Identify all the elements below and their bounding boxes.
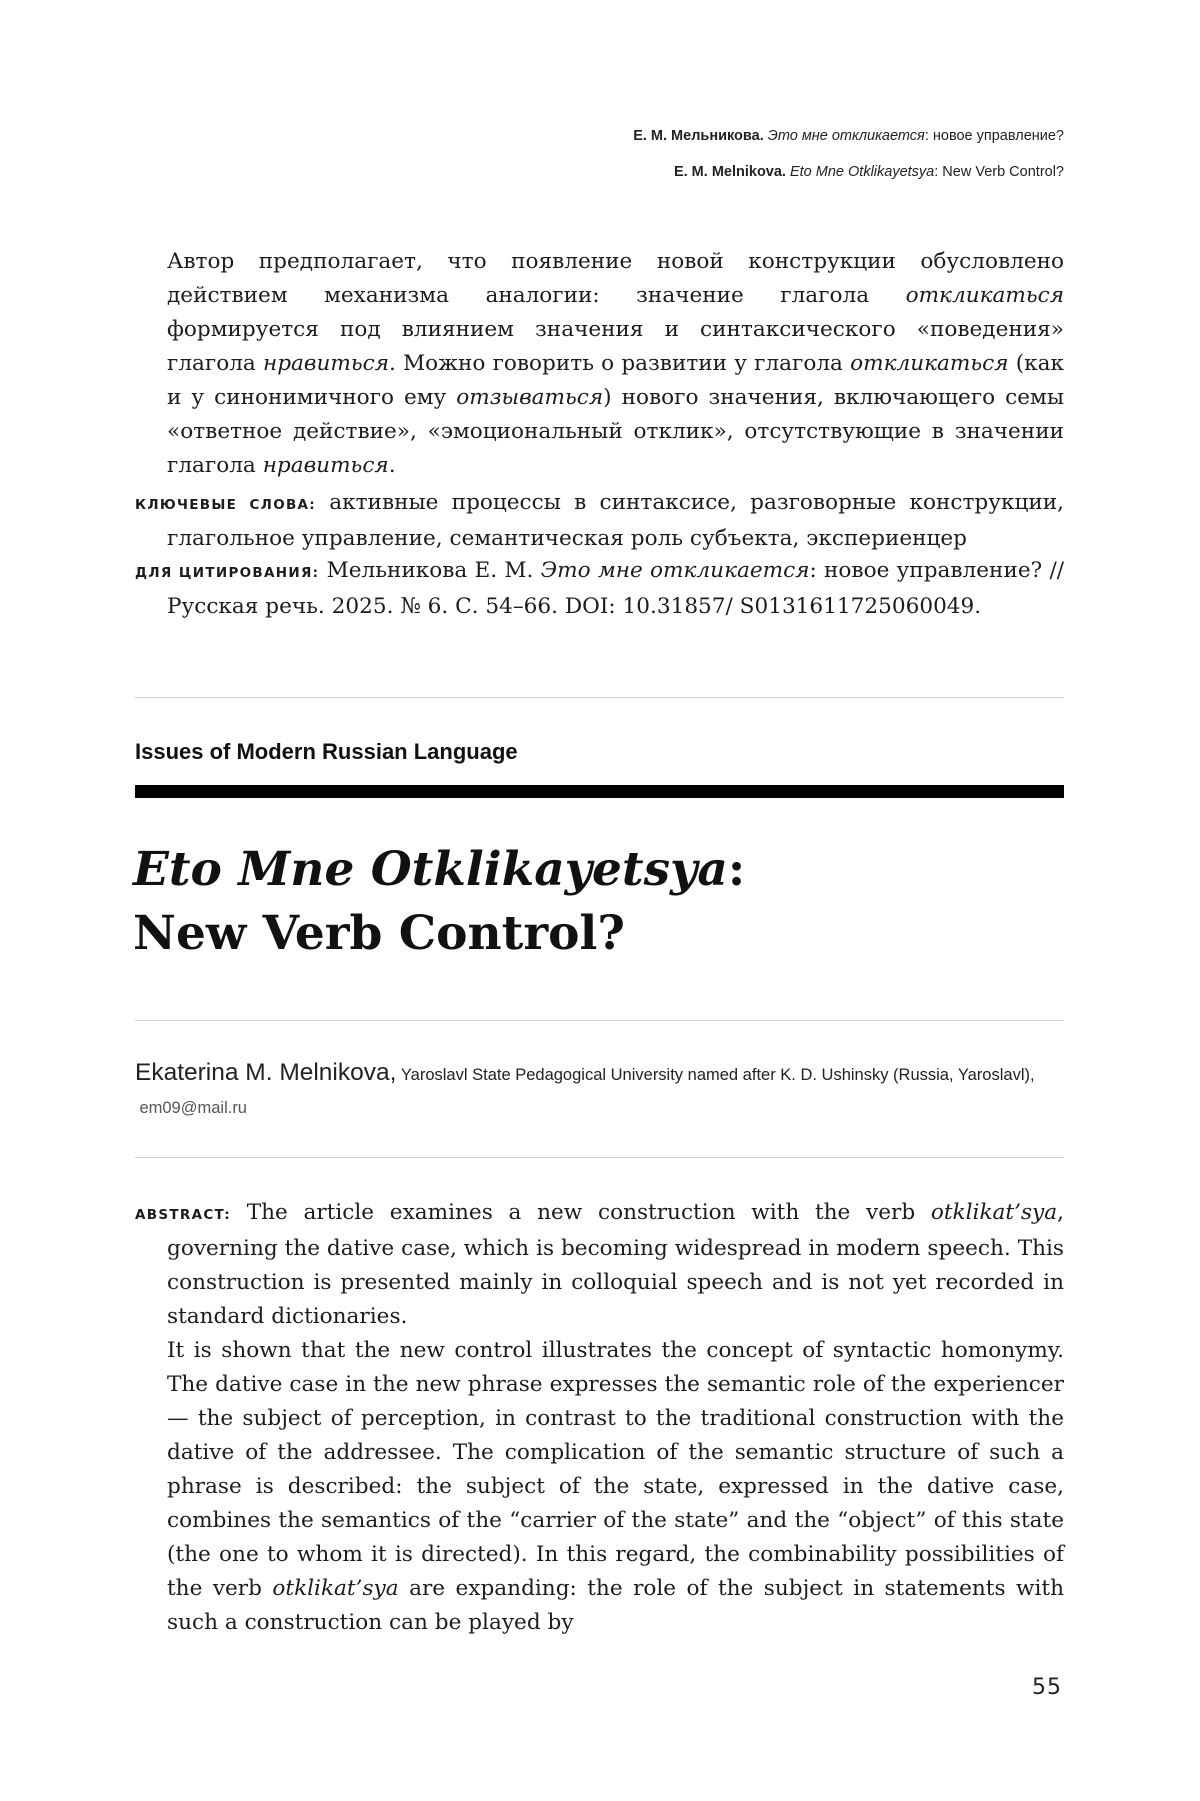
abstract-paragraph-1: [135, 1196, 1064, 1334]
text-run: (как и у синонимичного ему: [167, 351, 1064, 410]
divider: [135, 697, 1064, 698]
abstract-paragraph-2: [135, 1334, 1064, 1640]
running-head-ru-title: Это мне откликается: [767, 128, 925, 144]
article-title-colon: :: [727, 842, 746, 897]
text-run: Автор предполагает, что появление новой конструкции обусловлено действием механизма аналогии: значение глагола: [167, 249, 1064, 308]
keywords-label: КЛЮЧЕВЫЕ СЛОВА:: [135, 497, 317, 513]
italic-term: нравиться: [262, 453, 389, 478]
article-title-line2: New Verb Control?: [133, 906, 625, 961]
keywords-block: [135, 486, 1064, 556]
running-head-ru: [633, 128, 1064, 144]
italic-term: отзываться: [456, 385, 604, 410]
section-rule: [135, 785, 1064, 798]
italic-term: откликаться: [850, 351, 1009, 376]
divider: [135, 1157, 1064, 1158]
citation-block: [135, 554, 1064, 624]
abstract-label: ABSTRACT:: [135, 1207, 231, 1223]
text-run: It is shown that the new control illustrates the concept of syntactic homonymy. The dative case in the new phrase expresses the semantic role of the experiencer — the subject of perception, in contrast to the traditional construction with the dative of the addressee. The complication of the semantic structure of such a phrase is described: the subject of the state, expressed in the dative case, combines the semantics of the “carrier of the state” and the “object” of this state (the one to whom it is directed). In this regard, the combinability possibilities of the verb: [167, 1338, 1064, 1601]
page-number: 55: [1032, 1675, 1062, 1700]
text-run: .: [388, 453, 396, 478]
section-title: Issues of Modern Russian Language: [135, 739, 518, 764]
text-run: ) нового значения, включающего семы «ответное действие», «эмоциональный отклик», отсутствующие в значении глагола: [167, 385, 1065, 478]
author-affiliation: Yaroslavl State Pedagogical University named after K. D. Ushinsky (Russia, Yaroslavl),: [400, 1066, 1035, 1084]
article-title: [133, 838, 745, 966]
italic-term: нравиться: [262, 351, 390, 376]
author-name: Ekaterina M. Melnikova,: [135, 1059, 397, 1086]
running-head-en-title-rest: : New Verb Control?: [934, 164, 1064, 180]
english-abstract: [135, 1196, 1064, 1640]
citation-author: Мельникова Е. М.: [326, 558, 541, 583]
text-run: формируется под влиянием значения и синтаксического «поведения» глагола: [167, 317, 1064, 376]
running-head-ru-title-rest: : новое управление?: [924, 128, 1064, 144]
author-email-link[interactable]: em09@mail.ru: [139, 1099, 247, 1117]
running-head-en: [674, 164, 1064, 180]
text-run: . Можно говорить о развитии у глагола: [389, 351, 851, 376]
article-title-italic: Eto Mne Otklikayetsya: [133, 842, 728, 897]
running-head-en-author: E. M. Melnikova.: [673, 164, 786, 180]
text-run: , governing the dative case, which is becoming widespread in modern speech. This construction is presented mainly in colloquial speech and is not yet recorded in standard dictionaries.: [167, 1200, 1064, 1329]
keywords-text: активные процессы в синтаксисе, разговорные конструкции, глагольное управление, семантическая роль субъекта, экспериенцер: [167, 490, 1064, 551]
italic-term: откликаться: [905, 283, 1064, 308]
text-run: are expanding: the role of the subject in statements with such a construction can be played by: [167, 1576, 1064, 1635]
divider: [135, 1020, 1064, 1021]
author-block: [135, 1057, 1064, 1125]
running-head-ru-author: Е. М. Мельникова.: [633, 128, 764, 144]
citation-label: ДЛЯ ЦИТИРОВАНИЯ:: [135, 565, 320, 581]
italic-term: otklikat’sya: [272, 1576, 399, 1601]
citation-rest: : новое управление? // Русская речь. 2025. № 6. С. 54–66. DOI: 10.31857/ S0131611725060049.: [167, 558, 1064, 619]
citation-title: Это мне откликается: [540, 558, 810, 583]
running-head-en-title: Eto Mne Otklikayetsya: [789, 164, 935, 180]
italic-term: otklikat’sya: [930, 1200, 1058, 1225]
russian-abstract-paragraph: [167, 245, 1064, 483]
text-run: The article examines a new construction with the verb: [246, 1200, 931, 1225]
